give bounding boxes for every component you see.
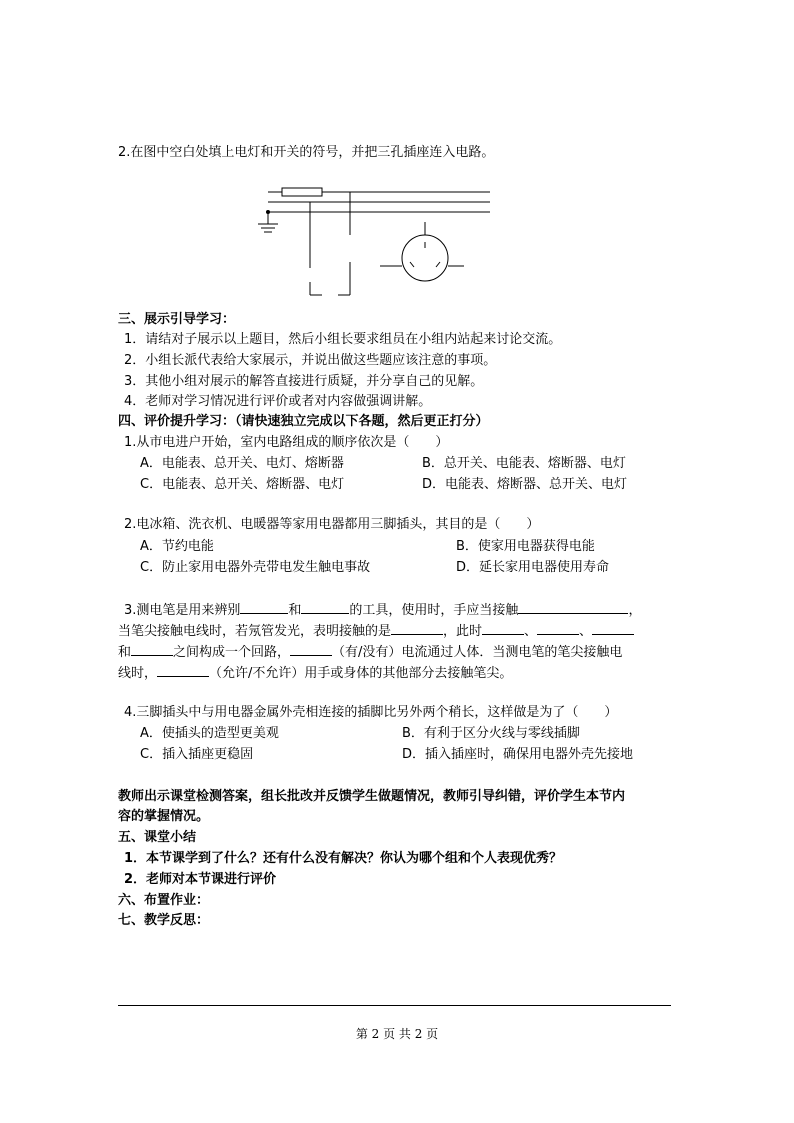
section5-item: 2．老师对本节课进行评价: [124, 872, 277, 887]
q3-blank[interactable]: [157, 662, 209, 677]
section3-item: 2．小组长派代表给大家展示，并说出做这些题应该注意的事项。: [124, 353, 497, 368]
q1-stem: 1.从市电进户开始，室内电路组成的顺序依次是（ ）: [124, 435, 449, 450]
q3-text: 、: [524, 624, 538, 639]
q3-text: 之间构成一个回路，: [173, 645, 291, 660]
q3-text: ，此时: [443, 624, 483, 639]
q3-text: 、: [579, 624, 593, 639]
q1-option-a: A．电能表、总开关、电灯、熔断器: [140, 456, 344, 471]
fuse-symbol: [282, 188, 322, 196]
q2-stem: 2.电冰箱、洗衣机、电暖器等家用电器都用三脚插头，其目的是（ ）: [124, 517, 540, 532]
q3-blank[interactable]: [537, 620, 579, 635]
section7-heading: 七、教学反思：: [118, 913, 210, 928]
q3-text: 3.测电笔是用来辨别: [124, 603, 241, 618]
socket-right-pin: [436, 262, 440, 267]
q3-blank[interactable]: [592, 620, 634, 635]
q3-text: 当笔尖接触电线时，若氖管发光，表明接触的是: [118, 624, 392, 639]
q3-text: 和: [288, 603, 302, 618]
q3-text: （有/没有）电流通过人体．当测电笔的笔尖接触电: [332, 645, 623, 660]
q3-line4: [118, 662, 512, 683]
q3-line2: [118, 620, 634, 641]
section3-item: 3．其他小组对展示的解答直接进行质疑，并分享自己的见解。: [124, 374, 484, 389]
q2-option-b: B．使家用电器获得电能: [456, 539, 595, 554]
q4-option-b: B．有利于区分火线与零线插脚: [402, 726, 580, 741]
q4-option-c: C．插入插座更稳固: [140, 747, 254, 762]
section6-heading: 六、布置作业：: [118, 893, 210, 908]
teacher-note-line: 容的掌握情况。: [118, 809, 210, 824]
section3-heading: 三、展示引导学习：: [118, 312, 236, 327]
q3-blank[interactable]: [482, 620, 524, 635]
q4-stem: 4.三脚插头中与用电器金属外壳相连接的插脚比另外两个稍长，这样做是为了（ ）: [124, 705, 618, 720]
q3-blank[interactable]: [301, 599, 349, 614]
q2-option-c: C．防止家用电器外壳带电发生触电事故: [140, 560, 371, 575]
q4-option-d: D．插入插座时，确保用电器外壳先接地: [402, 747, 634, 762]
section3-item: 1．请结对子展示以上题目，然后小组长要求组员在小组内站起来讨论交流。: [124, 332, 562, 347]
page-number: 第 2 页 共 2 页: [355, 1027, 439, 1041]
q3-text: （允许/不允许）用手或身体的其他部分去接触笔尖。: [209, 666, 513, 681]
q3-line1: [124, 599, 641, 620]
q3-text: ，: [628, 603, 642, 618]
q3-blank[interactable]: [131, 641, 173, 656]
section5-heading: 五、课堂小结: [118, 830, 197, 845]
q3-blank[interactable]: [240, 599, 288, 614]
footer-rule: [118, 1005, 671, 1006]
q1-option-c: C．电能表、总开关、熔断器、电灯: [140, 477, 345, 492]
circuit-diagram: [250, 180, 500, 300]
q3-line3: [118, 641, 622, 662]
q3-text: 的工具，使用时，手应当接触: [349, 603, 519, 618]
q3-text: 线时，: [118, 666, 158, 681]
q4-option-a: A．使插头的造型更美观: [140, 726, 279, 741]
section3-item: 4．老师对学习情况进行评价或者对内容做强调讲解。: [124, 394, 432, 409]
q1-option-d: D．电能表、熔断器、总开关、电灯: [422, 477, 628, 492]
q2-option-a: A．节约电能: [140, 539, 214, 554]
q3-text: 和: [118, 645, 132, 660]
ground-junction-dot: [266, 210, 270, 214]
section4-heading: 四、评价提升学习：（请快速独立完成以下各题，然后更正打分）: [118, 414, 489, 429]
q2-option-d: D．延长家用电器使用寿命: [456, 560, 610, 575]
socket-outline: [402, 235, 448, 281]
circuit-question-text: 2.在图中空白处填上电灯和开关的符号，并把三孔插座连入电路。: [118, 145, 495, 160]
q3-blank[interactable]: [518, 599, 628, 614]
q1-option-b: B．总开关、电能表、熔断器、电灯: [422, 456, 626, 471]
section5-item: 1．本节课学到了什么？还有什么没有解决？你认为哪个组和个人表现优秀？: [124, 851, 563, 866]
q3-blank[interactable]: [290, 641, 332, 656]
teacher-note-line: 教师出示课堂检测答案，组长批改并反馈学生做题情况，教师引导纠错，评价学生本节内: [118, 789, 626, 804]
socket-left-pin: [410, 262, 414, 267]
q3-blank[interactable]: [391, 620, 443, 635]
